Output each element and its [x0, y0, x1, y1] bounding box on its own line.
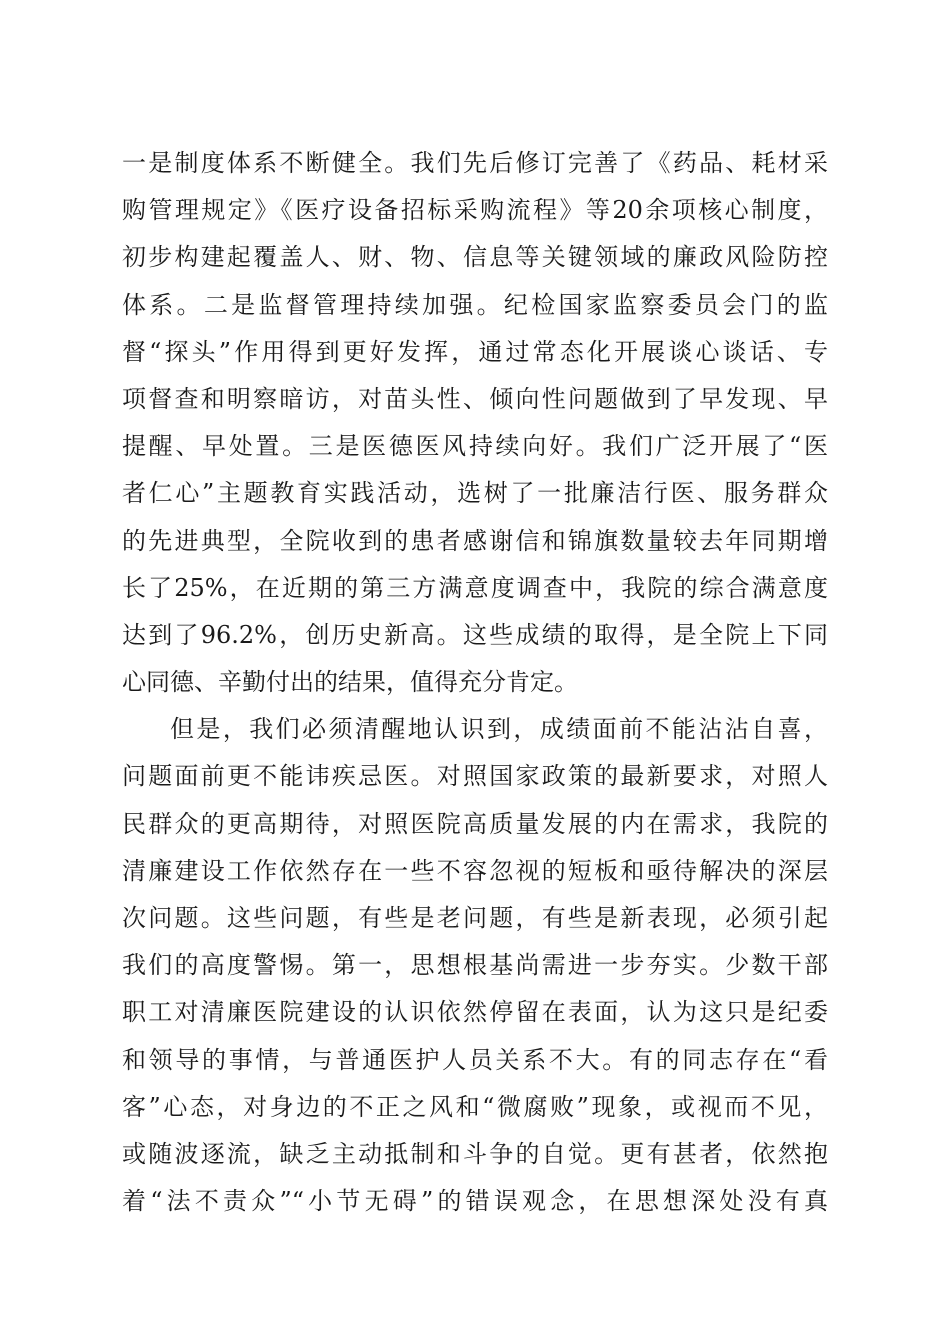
text-line: 和领导的事情，与普通医护人员关系不大。有的同志存在“看: [122, 1045, 828, 1074]
text-line: 购管理规定》《医疗设备招标采购流程》等20余项核心制度，: [122, 196, 828, 225]
text-line: 职工对清廉医院建设的认识依然停留在表面，认为这只是纪委: [122, 998, 828, 1027]
text-line: 督“探头”作用得到更好发挥，通过常态化开展谈心谈话、专: [122, 337, 828, 366]
text-line: 着“法不责众”“小节无碍”的错误观念，在思想深处没有真: [122, 1187, 828, 1216]
text-line: 清廉建设工作依然存在一些不容忽视的短板和亟待解决的深层: [122, 856, 828, 885]
text-line: 我们的高度警惕。第一，思想根基尚需进一步夯实。少数干部: [122, 951, 828, 980]
text-line: 长了25%，在近期的第三方满意度调查中，我院的综合满意度: [122, 573, 828, 602]
text-line: 者仁心”主题教育实践活动，选树了一批廉洁行医、服务群众: [122, 479, 828, 508]
text-line: 提醒、早处置。三是医德医风持续向好。我们广泛开展了“医: [122, 432, 828, 461]
text-line: 心同德、辛勤付出的结果，值得充分肯定。: [122, 668, 578, 697]
text-line: 或随波逐流，缺乏主动抵制和斗争的自觉。更有甚者，依然抱: [122, 1139, 828, 1168]
text-line: 次问题。这些问题，有些是老问题，有些是新表现，必须引起: [122, 904, 828, 932]
document-body: [122, 140, 828, 1225]
text-line: 一是制度体系不断健全。我们先后修订完善了《药品、耗材采: [122, 149, 828, 177]
text-line: 项督查和明察暗访，对苗头性、倾向性问题做到了早发现、早: [122, 384, 828, 413]
text-line: 初步构建起覆盖人、财、物、信息等关键领域的廉政风险防控: [122, 243, 828, 272]
text-line: 但是，我们必须清醒地认识到，成绩面前不能沾沾自喜，: [170, 715, 828, 744]
text-line: 民群众的更高期待，对照医院高质量发展的内在需求，我院的: [122, 809, 828, 838]
text-line: 客”心态，对身边的不正之风和“微腐败”现象，或视而不见，: [122, 1092, 828, 1121]
text-line: 体系。二是监督管理持续加强。纪检国家监察委员会门的监: [122, 290, 828, 319]
text-line: 达到了96.2%，创历史新高。这些成绩的取得，是全院上下同: [122, 620, 828, 649]
text-line: 的先进典型，全院收到的患者感谢信和锦旗数量较去年同期增: [122, 526, 828, 555]
text-line: 问题面前更不能讳疾忌医。对照国家政策的最新要求，对照人: [122, 762, 828, 791]
